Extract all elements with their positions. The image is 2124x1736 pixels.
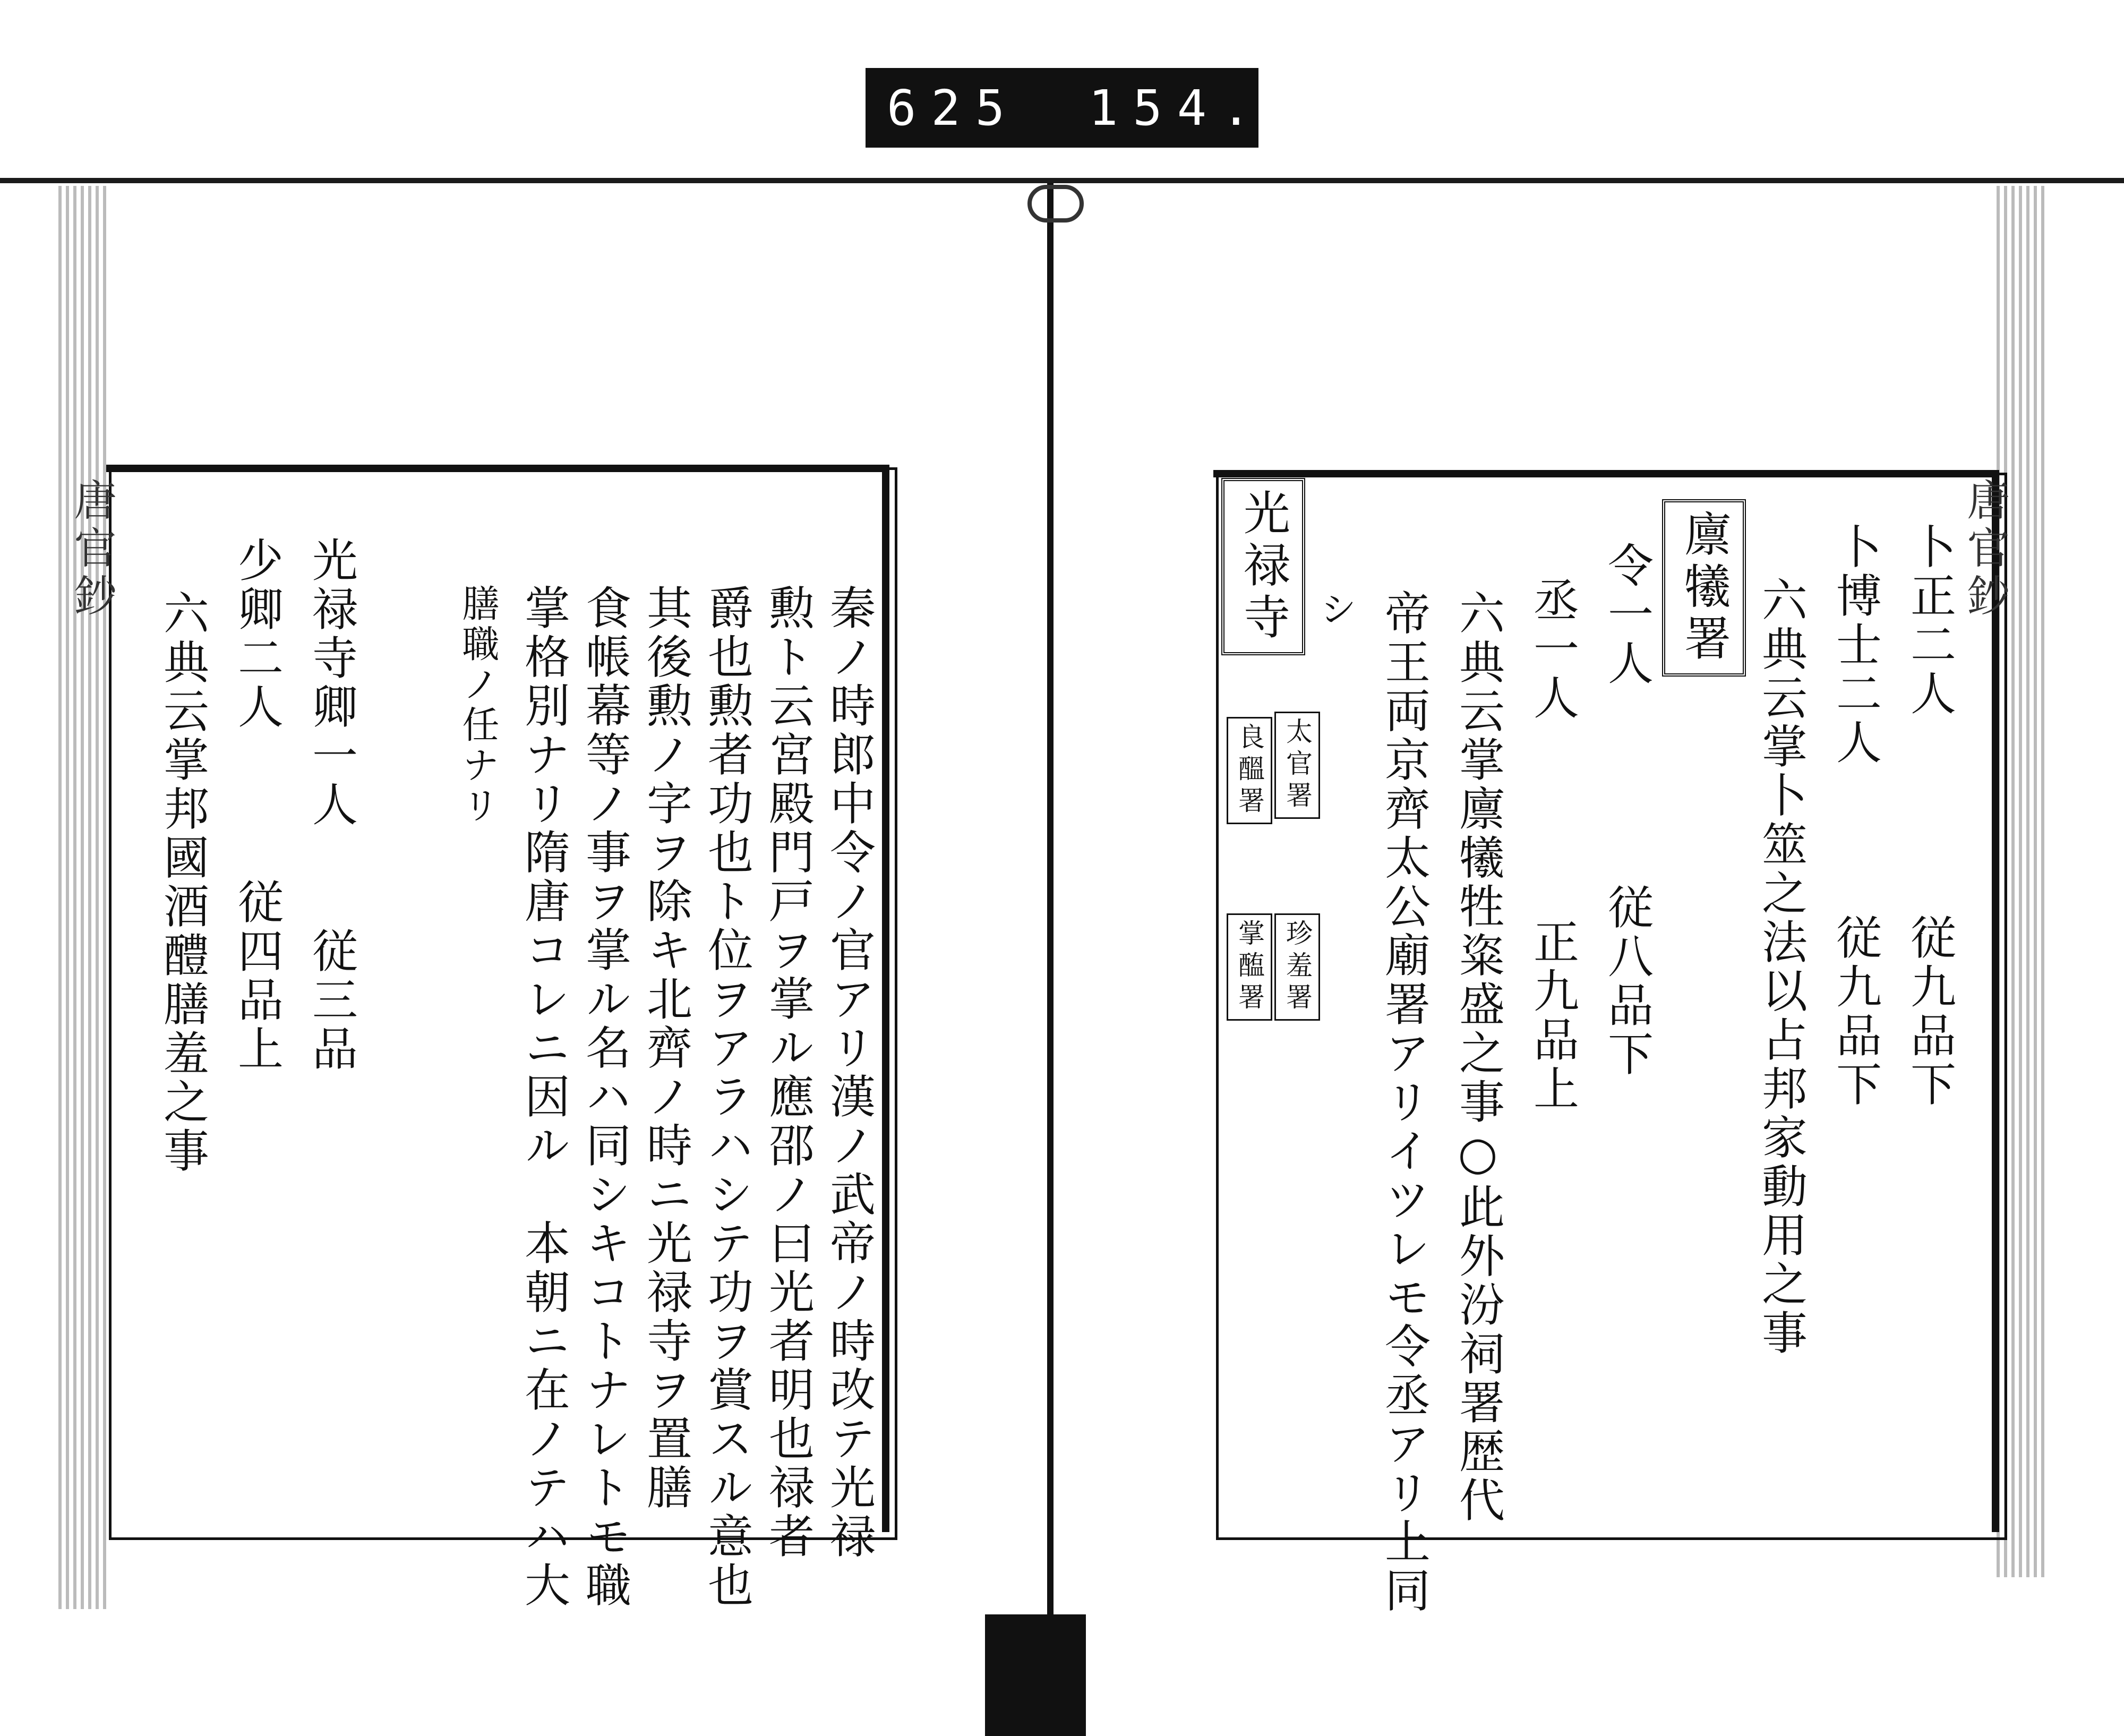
left-col-9: 少卿二人 従四品上 (230, 536, 283, 1074)
left-col-6: 掌格別ナリ隋唐コレニ因ル 本朝ニ在ノテハ大 (517, 584, 570, 1610)
right-col-8: シ (1314, 589, 1357, 630)
left-col-4: 其後勲ノ字ヲ除キ北齊ノ時ニ光禄寺ヲ置膳 (639, 584, 692, 1512)
left-col-2: 勲ト云宮殿門戸ヲ掌ル應邵ノ曰光者明也禄者 (761, 584, 814, 1561)
left-col-1: 秦ノ時郎中令ノ官アリ漢ノ武帝ノ時改テ光禄 (822, 584, 875, 1561)
spine-clip-icon (1027, 185, 1084, 223)
right-col-6: 六典云掌廪犧牲粢盛之事○此外汾祠署歴代 (1451, 589, 1504, 1525)
film-left-number: 625 (887, 80, 1020, 136)
right-col-4: 令一人 従八品下 (1600, 542, 1653, 1079)
book-top-edge (0, 178, 2124, 183)
section-heading-box: 廪犧署 (1662, 499, 1746, 677)
sub-office-box: 太官署 (1274, 712, 1320, 819)
sub-office-box: 掌醢署 (1227, 913, 1272, 1021)
book-spine (1047, 183, 1054, 1628)
sub-office-box: 良醞署 (1227, 717, 1272, 824)
spine-foot-block (985, 1614, 1086, 1736)
left-page-edges (58, 186, 106, 1609)
main-heading-box: 光禄寺 (1221, 478, 1305, 655)
left-col-5: 食帳幕等ノ事ヲ掌ル名ハ同シキコトナレトモ職 (578, 584, 631, 1610)
right-col-1: 卜正二人 従九品下 (1903, 523, 1956, 1109)
right-col-7: 帝王両京齊太公廟署アリイツレモ令丞アリ上同 (1377, 589, 1430, 1615)
left-col-8: 光禄寺卿一人 従三品 (304, 536, 357, 1074)
right-margin-title: 唐官鈔 (1960, 478, 2009, 621)
sub-office-box: 珍羞署 (1274, 913, 1320, 1021)
right-col-5: 丞一人 正九品上 (1526, 576, 1579, 1114)
left-margin-title: 唐官鈔 (67, 478, 116, 621)
film-right-number: 154. (1089, 80, 1266, 136)
right-col-3: 六典云掌卜筮之法以占邦家動用之事 (1754, 576, 1807, 1358)
right-col-2: 卜博士二人 従九品下 (1828, 523, 1881, 1109)
left-col-3: 爵也勲者功也ト位ヲアラハシテ功ヲ賞スル意也 (700, 584, 753, 1610)
film-frame-label (866, 68, 1266, 148)
left-col-7: 膳職ノ任ナリ (456, 584, 500, 826)
left-col-10: 六典云掌邦國酒醴膳羞之事 (156, 589, 209, 1176)
